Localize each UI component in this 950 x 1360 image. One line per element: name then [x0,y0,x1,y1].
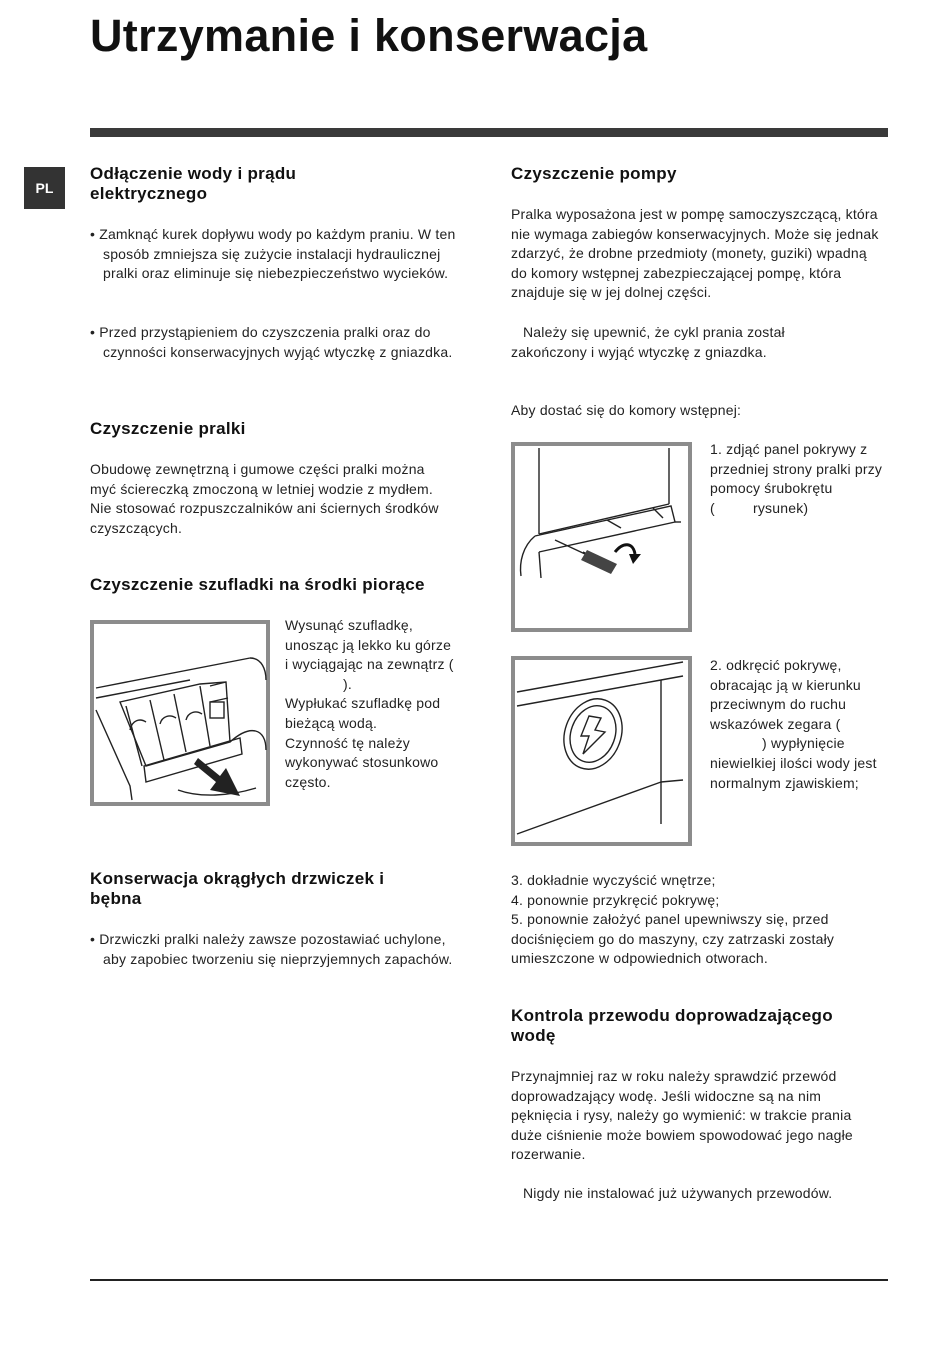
pump-step3: 3. dokładnie wyczyścić wnętrze; [511,872,716,888]
pump-step1-figure-ref: rysunek) [752,499,809,516]
disconnect-heading-line1: Odłączenie wody i prądu [90,164,297,183]
cleaning-heading: Czyszczenie pralki [90,419,246,438]
hose-text: Przynajmniej raz w roku należy sprawdzić przewód doprowadzający wodę. Jeśli widoczne są na nim pęknięcia i rysy, należy go wymienić: w trakcie prania duże ciśnienie może bowiem spowodować jego nagłe rozerwanie. [511,1068,853,1163]
drawer-illustration [90,620,270,806]
hose-heading-line2: wodę [511,1026,556,1045]
pump-warning-line1: Należy się upewnić, że cykl prania został [523,324,785,340]
pump-step2-text: 2. odkręcić pokrywę, obracając ją w kierunku przeciwnym do ruchu wskazówek zegara ( [710,657,861,732]
hose-warning: Nigdy nie instalować już używanych przewodów. [523,1185,833,1201]
panel-removal-illustration [511,442,692,632]
pump-text: Pralka wyposażona jest w pompę samoczyszczącą, która nie wymaga zabiegów konserwacyjnych. Może się jednak zdarzyć, że drobne przedmioty (monety, guziki) wpadną do komory wstępnej zabezpieczającej pompę, która znajduje się w jej dolnej części. [511,206,879,301]
hose-heading-line1: Kontrola przewodu doprowadzającego [511,1006,833,1025]
pump-step2 [710,656,886,793]
pump-step1-text: 1. zdjąć panel pokrywy z przedniej strony pralki przy pomocy śrubokrętu [710,441,883,497]
pump-heading: Czyszczenie pompy [511,164,677,183]
hose-heading [511,1006,891,1046]
pump-steps-rest [511,871,883,969]
pump-step2-note: ) wypłynięcie niewielkiej ilości wody jest normalnym zjawiskiem; [710,735,877,791]
language-tab: PL [24,167,65,209]
header-divider [90,128,888,137]
pump-step1 [710,440,886,518]
drawer-text-frequency: Czynność tę należy wykonywać stosunkowo często. [285,734,439,790]
footer-divider [90,1279,888,1281]
pump-step4: 4. ponownie przykręcić pokrywę; [511,891,720,908]
door-bullet: • Drzwiczki pralki należy zawsze pozostawiać uchylone, aby zapobiec tworzeniu się nieprzyjemnych zapachów. [90,931,453,967]
page-title: Utrzymanie i konserwacja [90,10,648,61]
disconnect-bullet-water: • Zamknąć kurek dopływu wody po każdym praniu. W ten sposób zmniejsza się zużycie instalacji hydraulicznej pralki oraz eliminuje się niebezpieczeństwo wycieków. [90,226,456,282]
drawer-heading: Czyszczenie szufladki na środki piorące [90,575,425,594]
pump-warning-line2: zakończony i wyjąć wtyczkę z gniazdka. [511,343,767,360]
pump-cover-illustration [511,656,692,846]
drawer-text-close-paren: ). [343,675,352,692]
pump-access-text: Aby dostać się do komory wstępnej: [511,402,742,418]
pump-warning [511,323,883,362]
drawer-text-remove: Wysunąć szufladkę, unosząc ją lekko ku górze i wyciągając na zewnątrz ( [285,617,454,673]
pump-step1-open-paren: ( [710,499,715,516]
disconnect-heading [90,164,430,204]
disconnect-heading-line2: elektrycznego [90,184,208,203]
door-heading-line2: bębna [90,889,142,908]
drawer-text [285,616,455,792]
door-heading-line1: Konserwacja okrągłych drzwiczek i [90,869,385,888]
pump-step5: 5. ponownie założyć panel upewniwszy się, przed dociśnięciem go do maszyny, czy zatrzaski zostały umieszczone w odpowiednich otworach. [511,911,835,967]
door-heading [90,869,440,909]
disconnect-bullet-plug: • Przed przystąpieniem do czyszczenia pralki oraz do czynności konserwacyjnych wyjąć wtyczkę z gniazdka. [90,324,453,360]
cleaning-text: Obudowę zewnętrzną i gumowe części pralki można myć ściereczką zmoczoną w letniej wodzie z mydłem. Nie stosować rozpuszczalników ani ściernych środków czyszczących. [90,461,439,536]
drawer-text-rinse: Wypłukać szufladkę pod bieżącą wodą. [285,695,441,731]
